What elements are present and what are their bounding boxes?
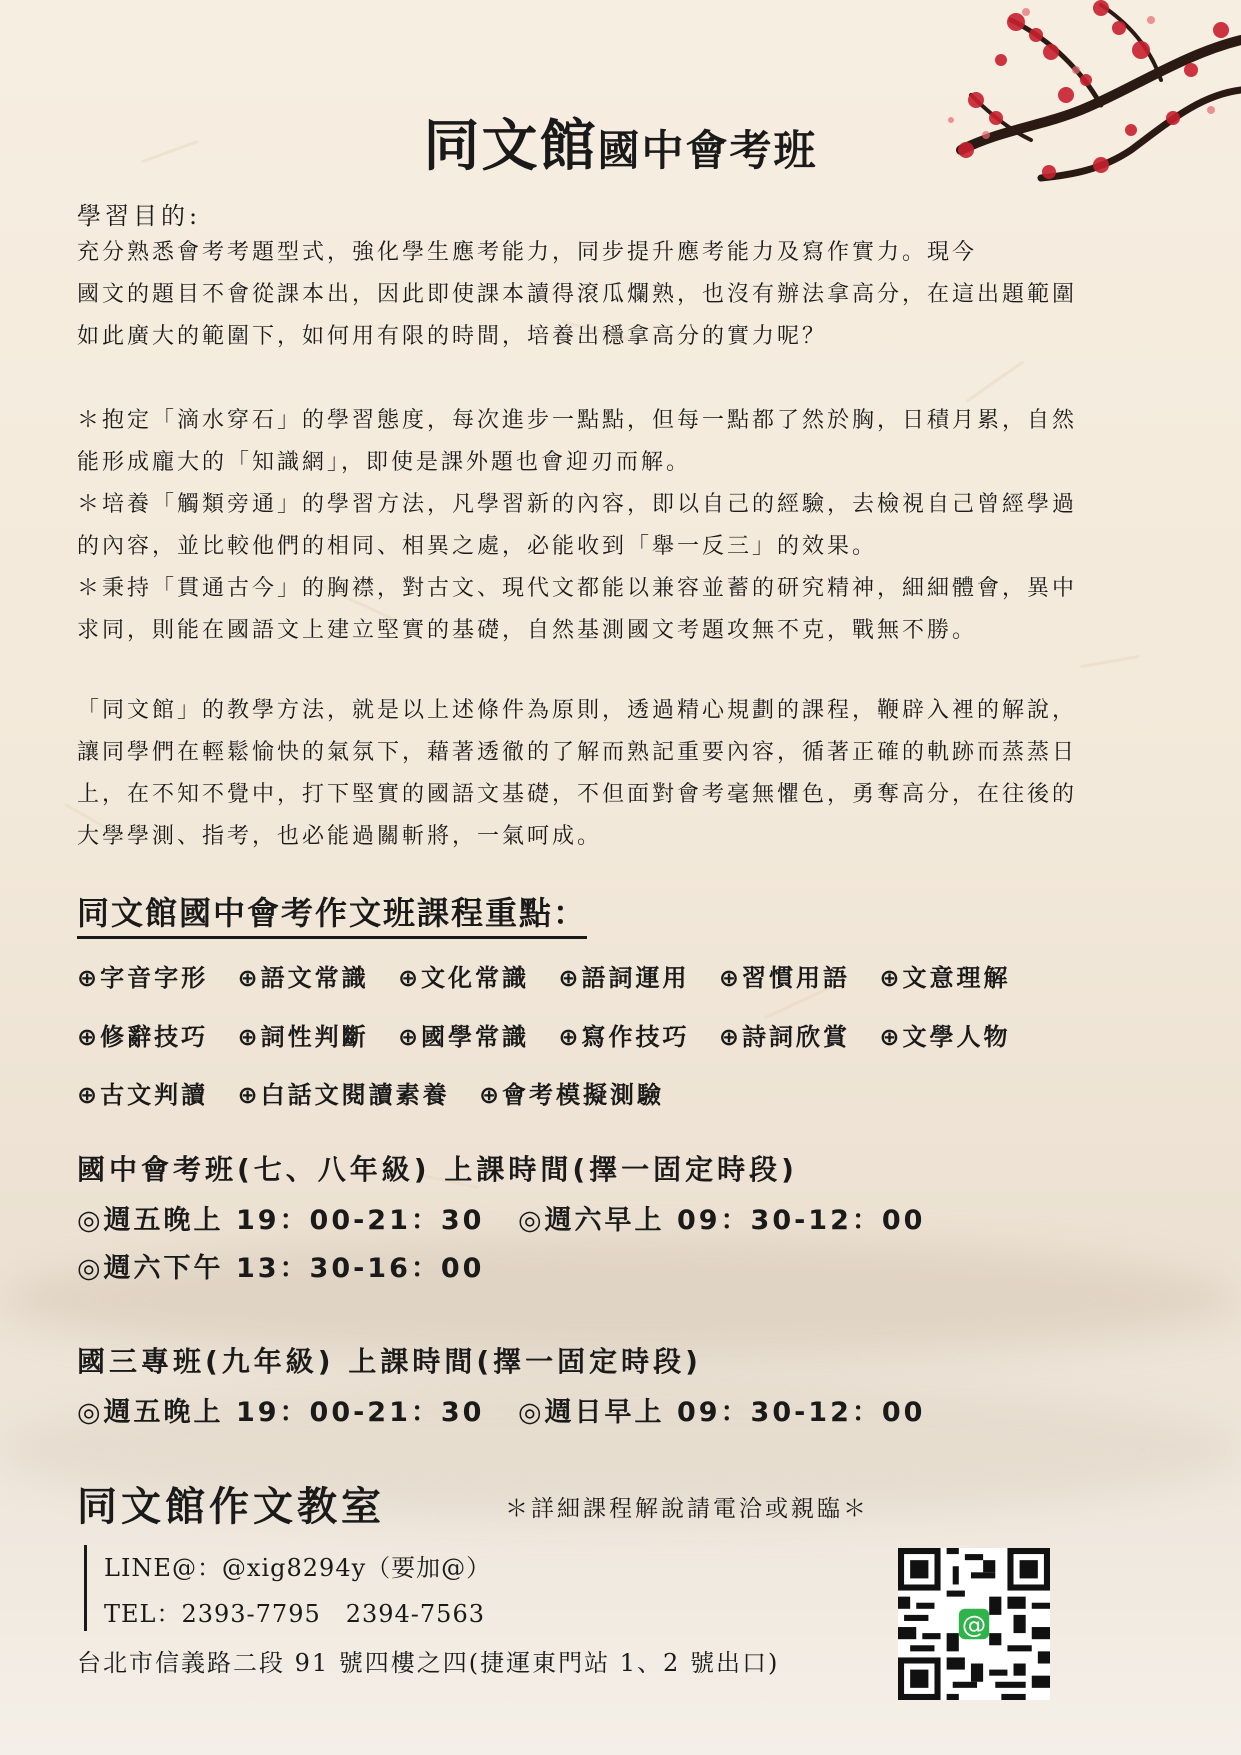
schedule-slot: ◎週五晚上 19：00-21：30 bbox=[77, 1397, 485, 1428]
contact-note: ＊詳細課程解說請電洽或親臨＊ bbox=[505, 1496, 869, 1522]
qr-badge-text: @ bbox=[961, 1610, 987, 1640]
course-tag: ⊕國學常識 bbox=[397, 1023, 530, 1051]
point-line: ＊抱定「滴水穿石」的學習態度，每次進步一點點，但每一點都了然於胸，日積月累，自然 bbox=[77, 408, 1078, 433]
course-tag: ⊕古文判讀 bbox=[77, 1081, 209, 1109]
course-tag: ⊕詞性判斷 bbox=[237, 1023, 369, 1051]
course-tags-row bbox=[77, 1075, 1177, 1110]
title-main: 同文館 bbox=[423, 114, 598, 179]
course-tag: ⊕白話文閱讀素養 bbox=[237, 1081, 450, 1109]
course-tag: ⊕修辭技巧 bbox=[77, 1023, 209, 1051]
address: 台北市信義路二段 91 號四樓之四(捷運東門站 1、2 號出口) bbox=[77, 1649, 780, 1677]
course-tag: ⊕文化常識 bbox=[397, 964, 530, 992]
title-sub: 國中會考班 bbox=[597, 126, 818, 175]
method-line: 讓同學們在輕鬆愉快的氣氛下，藉著透徹的了解而熟記重要內容，循著正確的軌跡而蒸蒸日 bbox=[77, 740, 1078, 765]
schedule-slot: ◎週五晚上 19：00-21：30 bbox=[77, 1205, 485, 1236]
schedule-slot: ◎週六下午 13：30-16：00 bbox=[77, 1253, 485, 1284]
course-tag: ⊕詩詞欣賞 bbox=[718, 1023, 850, 1051]
course-tags-row bbox=[77, 958, 1177, 993]
course-tag: ⊕文學人物 bbox=[879, 1023, 1011, 1051]
method-line: 大學學測、指考，也必能過關斬將，一氣呵成。 bbox=[77, 824, 603, 849]
intro-line: 如此廣大的範圍下，如何用有限的時間，培養出穩拿高分的實力呢？ bbox=[77, 324, 828, 349]
course-tag: ⊕字音字形 bbox=[77, 964, 209, 992]
course-tag: ⊕語文常識 bbox=[237, 964, 369, 992]
page-title bbox=[0, 102, 1241, 182]
point-line: 求同，則能在國語文上建立堅實的基礎，自然基測國文考題攻無不克，戰無不勝。 bbox=[77, 618, 978, 643]
schedule-slot: ◎週日早上 09：30-12：00 bbox=[518, 1397, 926, 1428]
point-line: 的內容，並比較他們的相同、相異之處，必能收到「舉一反三」的效果。 bbox=[77, 534, 878, 559]
intro-line: 國文的題目不會從課本出，因此即使課本讀得滾瓜爛熟，也沒有辦法拿高分，在這出題範圍 bbox=[77, 282, 1078, 307]
intro-heading: 學習目的: bbox=[77, 202, 202, 230]
learning-points bbox=[77, 400, 1167, 652]
point-line: 能形成龐大的「知識網」，即使是課外題也會迎刃而解。 bbox=[77, 450, 692, 475]
intro-paragraph bbox=[77, 232, 1167, 358]
teaching-method bbox=[77, 690, 1167, 858]
course-tag: ⊕語詞運用 bbox=[558, 964, 690, 992]
method-line: 上，在不知不覺中，打下堅實的國語文基礎，不但面對會考毫無懼色，勇奪高分，在往後的 bbox=[77, 782, 1078, 807]
course-tag: ⊕會考模擬測驗 bbox=[478, 1081, 665, 1109]
method-line: 「同文館」的教學方法，就是以上述條件為原則，透過精心規劃的課程，鞭辟入裡的解說， bbox=[77, 698, 1078, 723]
contact-divider bbox=[84, 1545, 87, 1631]
schedule2-title: 國三專班(九年級) 上課時間(擇一固定時段) bbox=[77, 1345, 702, 1378]
line-qr-code[interactable] bbox=[898, 1548, 1050, 1700]
course-tags-row bbox=[77, 1017, 1177, 1052]
line-id[interactable]: LINE@：@xig8294y（要加@） bbox=[104, 1554, 492, 1582]
point-line: ＊秉持「貫通古今」的胸襟，對古文、現代文都能以兼容並蓄的研究精神，細細體會，異中 bbox=[77, 576, 1078, 601]
course-tag: ⊕習慣用語 bbox=[718, 964, 850, 992]
course-title: 同文館國中會考作文班課程重點： bbox=[77, 888, 587, 939]
brand-name: 同文館作文教室 bbox=[77, 1484, 385, 1530]
schedule-slot: ◎週六早上 09：30-12：00 bbox=[518, 1205, 926, 1236]
course-tag: ⊕寫作技巧 bbox=[558, 1023, 690, 1051]
course-tag: ⊕文意理解 bbox=[879, 964, 1011, 992]
phone-numbers[interactable]: TEL：2393-7795 2394-7563 bbox=[104, 1600, 485, 1628]
schedule1-title: 國中會考班(七、八年級) 上課時間(擇一固定時段) bbox=[77, 1153, 798, 1186]
point-line: ＊培養「觸類旁通」的學習方法，凡學習新的內容，即以自己的經驗，去檢視自己曾經學過 bbox=[77, 492, 1078, 517]
intro-line: 充分熟悉會考考題型式，強化學生應考能力，同步提升應考能力及寫作實力。現今 bbox=[77, 240, 978, 265]
